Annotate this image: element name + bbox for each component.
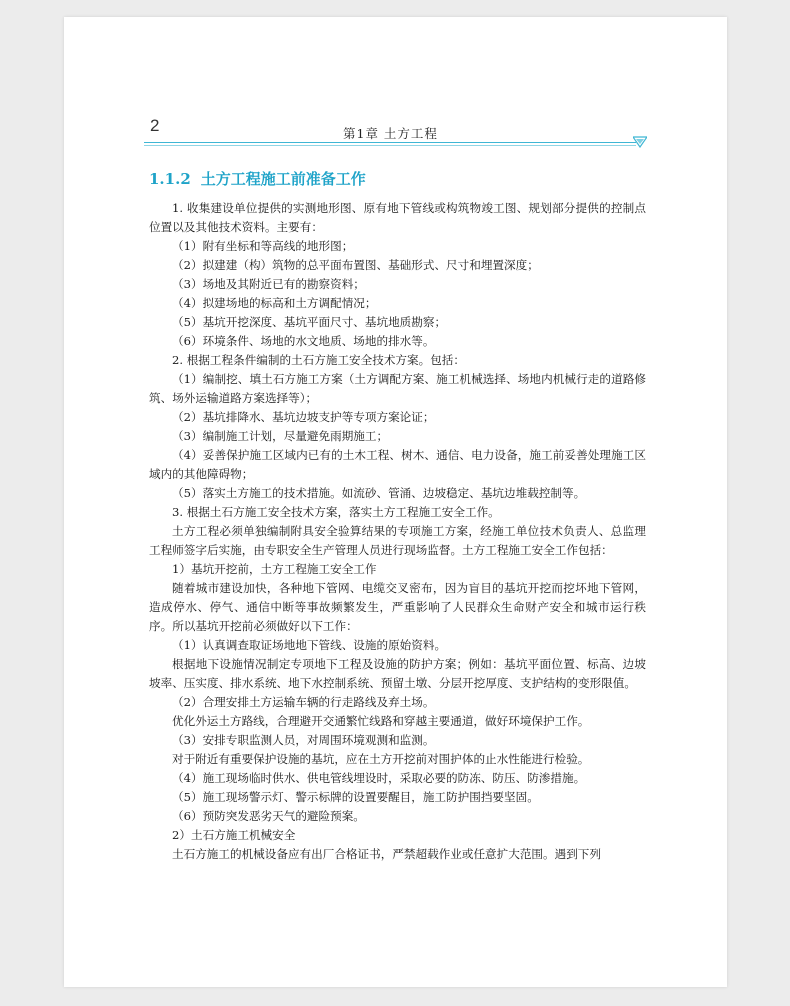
subheading: 2）土石方施工机械安全 <box>172 828 296 842</box>
list-item: （5）落实土方施工的技术措施。如流砂、管涌、边坡稳定、基坑边堆载控制等。 <box>172 486 586 500</box>
subheading: 1）基坑开挖前，土方工程施工安全工作 <box>172 562 377 576</box>
list-item: （1）认真调查取证场地地下管线、设施的原始资料。 <box>172 638 447 652</box>
body-text <box>149 199 646 864</box>
list-item: （2）基坑排降水、基坑边坡支护等专项方案论证； <box>172 410 435 424</box>
header-rule-secondary <box>144 145 636 146</box>
section-number: 1.1.2 <box>149 170 191 188</box>
section-title: 土方工程施工前准备工作 <box>200 170 366 188</box>
list-item: （5）施工现场警示灯、警示标牌的设置要醒目，施工防护围挡要坚固。 <box>172 790 539 804</box>
list-item: （3）场地及其附近已有的勘察资料； <box>172 277 365 291</box>
list-item: （3）安排专职监测人员，对周围环境观测和监测。 <box>172 733 435 747</box>
header-rule <box>144 142 636 143</box>
list-item: （3）编制施工计划，尽量避免雨期施工； <box>172 429 389 443</box>
list-item: （1）编制挖、填土石方施工方案（土方调配方案、施工机械选择、场地内机械行走的道路修筑、场外运输道路方案选择等）； <box>149 372 646 405</box>
list-item: （6）预防突发恶劣天气的避险预案。 <box>172 809 365 823</box>
paragraph: 3. 根据土石方施工安全技术方案，落实土方工程施工安全工作。 <box>172 505 500 519</box>
paragraph: 根据地下设施情况制定专项地下工程及设施的防护方案；例如：基坑平面位置、标高、边坡坡率、压实度、排水系统、地下水控制系统、预留土墩、分层开挖厚度、支护结构的变形限值。 <box>149 657 646 690</box>
list-item: （4）施工现场临时供水、供电管线埋设时，采取必要的防冻、防压、防渗措施。 <box>172 771 586 785</box>
list-item: （2）拟建建（构）筑物的总平面布置图、基础形式、尺寸和埋置深度； <box>172 258 539 272</box>
paragraph: 优化外运土方路线，合理避开交通繁忙线路和穿越主要通道，做好环境保护工作。 <box>172 714 590 728</box>
page-number: 2 <box>150 116 160 135</box>
list-item: （1）附有坐标和等高线的地形图； <box>172 239 354 253</box>
paragraph: 土方工程必须单独编制附具安全验算结果的专项施工方案，经施工单位技术负责人、总监理工程师签字后实施，由专职安全生产管理人员进行现场监督。土方工程施工安全工作包括： <box>149 524 646 557</box>
triangle-marker-icon <box>633 136 647 148</box>
chapter-title: 第1章 土方工程 <box>343 126 438 141</box>
list-item: （2）合理安排土方运输车辆的行走路线及弃土场。 <box>172 695 435 709</box>
list-item: （4）妥善保护施工区域内已有的土木工程、树木、通信、电力设备，施工前妥善处理施工区域内的其他障碍物； <box>149 448 646 481</box>
paragraph: 2. 根据工程条件编制的土石方施工安全技术方案。包括： <box>172 353 465 367</box>
list-item: （6）环境条件、场地的水文地质、场地的排水等。 <box>172 334 435 348</box>
list-item: （4）拟建场地的标高和土方调配情况； <box>172 296 377 310</box>
section-heading <box>149 168 366 189</box>
list-item: （5）基坑开挖深度、基坑平面尺寸、基坑地质勘察； <box>172 315 447 329</box>
paragraph: 土石方施工的机械设备应有出厂合格证书，严禁超载作业或任意扩大范围。遇到下列 <box>172 847 601 861</box>
paragraph: 随着城市建设加快，各种地下管网、电缆交叉密布，因为盲目的基坑开挖而挖坏地下管网，造成停水、停气、通信中断等事故频繁发生，严重影响了人民群众生命财产安全和城市运行秩序。所以基坑开挖前必须做好以下工作： <box>149 581 646 633</box>
paragraph: 1. 收集建设单位提供的实测地形图、原有地下管线或构筑物竣工图、规划部分提供的控制点位置以及其他技术资料。主要有： <box>149 201 646 234</box>
paragraph: 对于附近有重要保护设施的基坑，应在土方开挖前对围护体的止水性能进行检验。 <box>172 752 590 766</box>
